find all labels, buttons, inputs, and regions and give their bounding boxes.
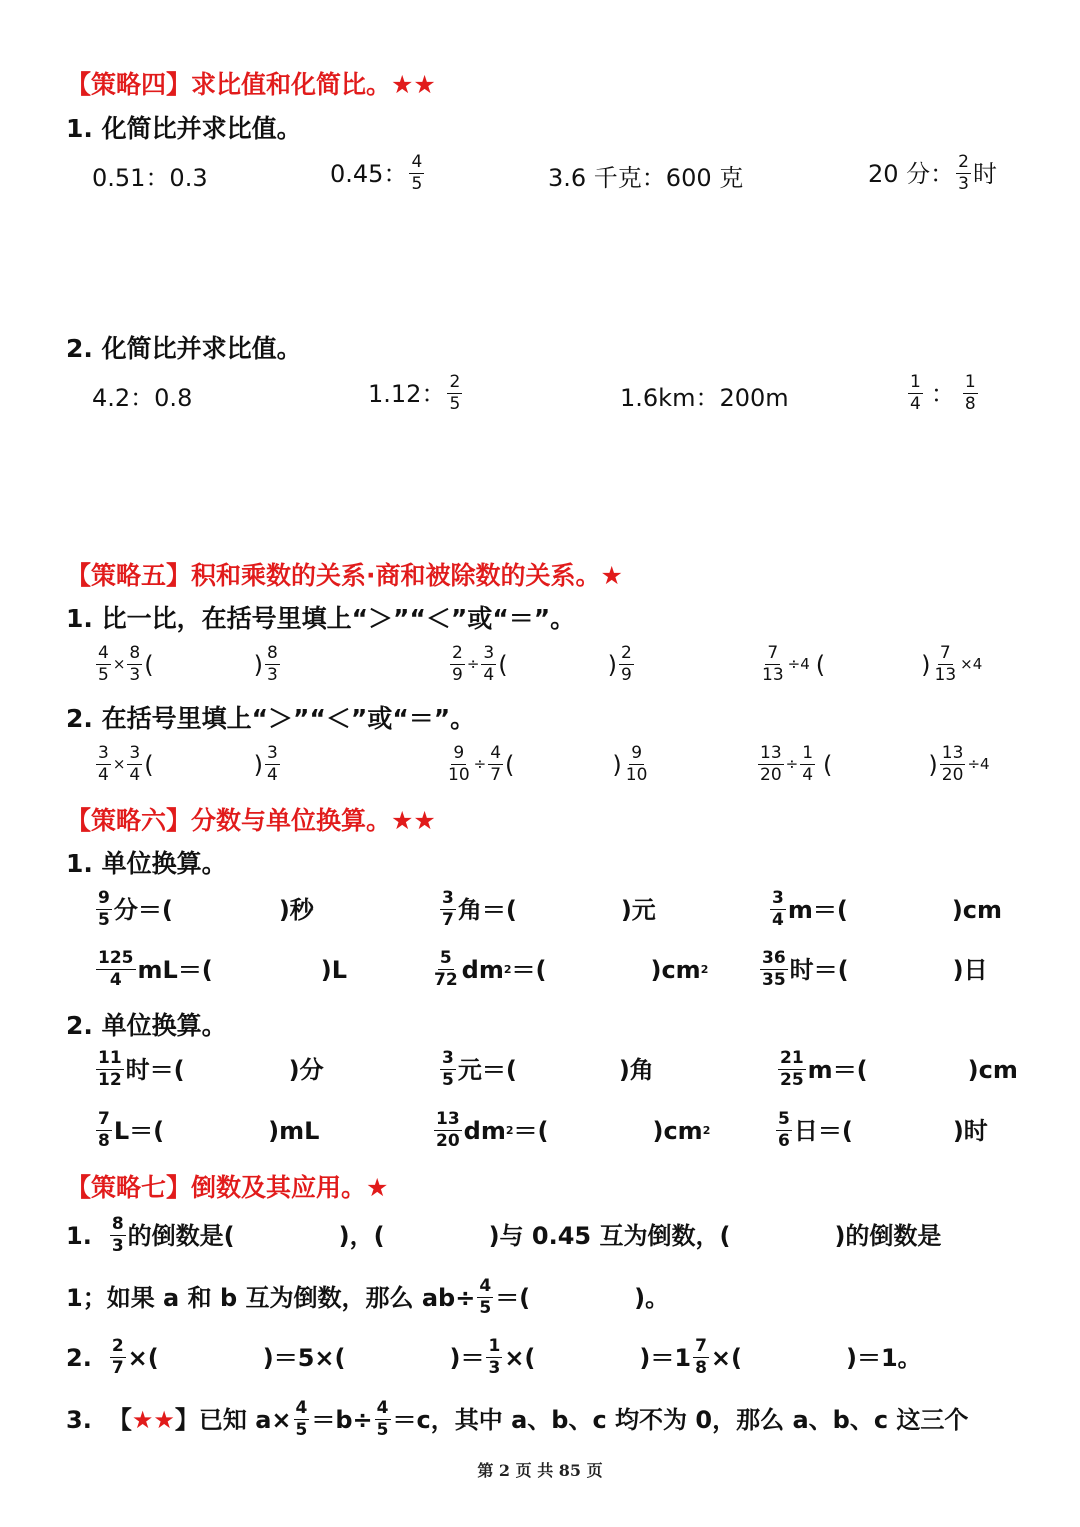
s6-q1-item-3: 3 4 m ＝( ) cm (772, 888, 1003, 930)
s6-q1-item-1: 9 5 分 ＝( ) 秒 (98, 888, 314, 930)
section-5-title: 【策略五】积和乘数的关系·商和被除数的关系。★ (66, 561, 623, 590)
s6-question-2: 2. 单位换算。 (66, 1011, 227, 1040)
star-icon: ★ (600, 561, 623, 590)
s5-q1-item-3: $\frac{7}{13}$ ÷ 4 ( ) $\frac{7}{13}$ × 4 (762, 643, 983, 685)
s7-question-2: 2. $\frac{2}{7}$ ×( )＝5×( )＝ $\frac{1}{3}$ ×( )＝1 $\frac{7}{8}$ ×( )＝1。 (66, 1336, 922, 1378)
s4-q2-item-2: 1.12： 2 5 (368, 372, 461, 414)
s4-q2-item-3: 1.6km：200m (620, 384, 789, 412)
s4-q1-item-1: 0.51：0.3 (92, 164, 208, 192)
page-footer: 第 2 页 共 85 页 (477, 1461, 603, 1480)
s4-question-1: 1. 化简比并求比值。 (66, 114, 302, 143)
s5-q1-item-1: $\frac{4}{5}$ × $\frac{8}{3}$ ( ) 8 3 (98, 643, 278, 685)
section-7-title: 【策略七】倒数及其应用。★ (66, 1173, 389, 1202)
s4-q2-item-4: 1 4 ： 1 8 (910, 372, 976, 414)
s4-q1-item-3: 3.6 千克：600 克 (548, 164, 744, 192)
star-icon: ★★ (391, 806, 436, 835)
s7-question-1-line-2: 1；如果 a 和 b 互为倒数，那么 ab÷ $\frac{4}{5}$ ＝( )。 (66, 1276, 670, 1318)
s4-q1-item-2: 0.45： 4 5 (330, 152, 423, 194)
star-icon: ★★ (131, 1405, 175, 1434)
section-6-title: 【策略六】分数与单位换算。★★ (66, 806, 436, 835)
s5-question-2: 2. 在括号里填上“＞”“＜”或“＝”。 (66, 704, 476, 733)
s4-q1-item-4: 20 分： 2 3 时 (868, 152, 997, 194)
s6-q2-item-4: 7 8 L ＝( ) mL (98, 1109, 320, 1151)
section-4-title: 【策略四】求比值和化简比。★★ (66, 70, 436, 99)
star-icon: ★ (366, 1173, 389, 1202)
s6-q1-item-4: 125 4 mL ＝( ) L (98, 948, 348, 990)
s6-q1-item-2: 3 7 角 ＝( ) 元 (442, 888, 656, 930)
s6-q2-item-1: 11 12 时 ＝( ) 分 (98, 1048, 324, 1090)
s7-question-3: 3. 【 ★★ 】已知 a× $\frac{4}{5}$ ＝b÷ $\frac{4}{5}$ ＝c，其中 a、b、c 均不为 0，那么 a、b、c 这三个 (66, 1398, 969, 1440)
s4-q2-item-1: 4.2：0.8 (92, 384, 193, 412)
s5-q2-item-1: $\frac{3}{4}$ × $\frac{3}{4}$ ( ) 3 4 (98, 743, 278, 785)
s5-q1-item-2: $\frac{2}{9}$ ÷ $\frac{3}{4}$ ( ) 2 9 (452, 643, 632, 685)
s6-q2-item-3: 21 25 m ＝( ) cm (780, 1048, 1018, 1090)
s6-q2-item-2: 3 5 元 ＝( ) 角 (442, 1048, 654, 1090)
s6-question-1: 1. 单位换算。 (66, 849, 227, 878)
s6-q1-item-6: 36 35 时 ＝( ) 日 (762, 948, 988, 990)
s7-question-1-line-1: 1. 8 3 的倒数是( )，( )与 0.45 互为倒数，( )的倒数是 (66, 1214, 942, 1256)
star-icon: ★★ (391, 70, 436, 99)
s5-q2-item-3: $\frac{13}{20}$ ÷ $\frac{1}{4}$ ( ) $\frac{13}{20}$ ÷ 4 (760, 743, 990, 785)
s4-question-2: 2. 化简比并求比值。 (66, 334, 302, 363)
s6-q1-item-5: 5 72 dm 2 ＝( ) cm 2 (434, 948, 709, 990)
s6-q2-item-6: 5 6 日 ＝( ) 时 (778, 1109, 988, 1151)
s5-question-1: 1. 比一比，在括号里填上“＞”“＜”或“＝”。 (66, 604, 576, 633)
s6-q2-item-5: 13 20 dm 2 ＝( ) cm 2 (436, 1109, 711, 1151)
s5-q2-item-2: $\frac{9}{10}$ ÷ $\frac{4}{7}$ ( ) 9 10 (448, 743, 648, 785)
